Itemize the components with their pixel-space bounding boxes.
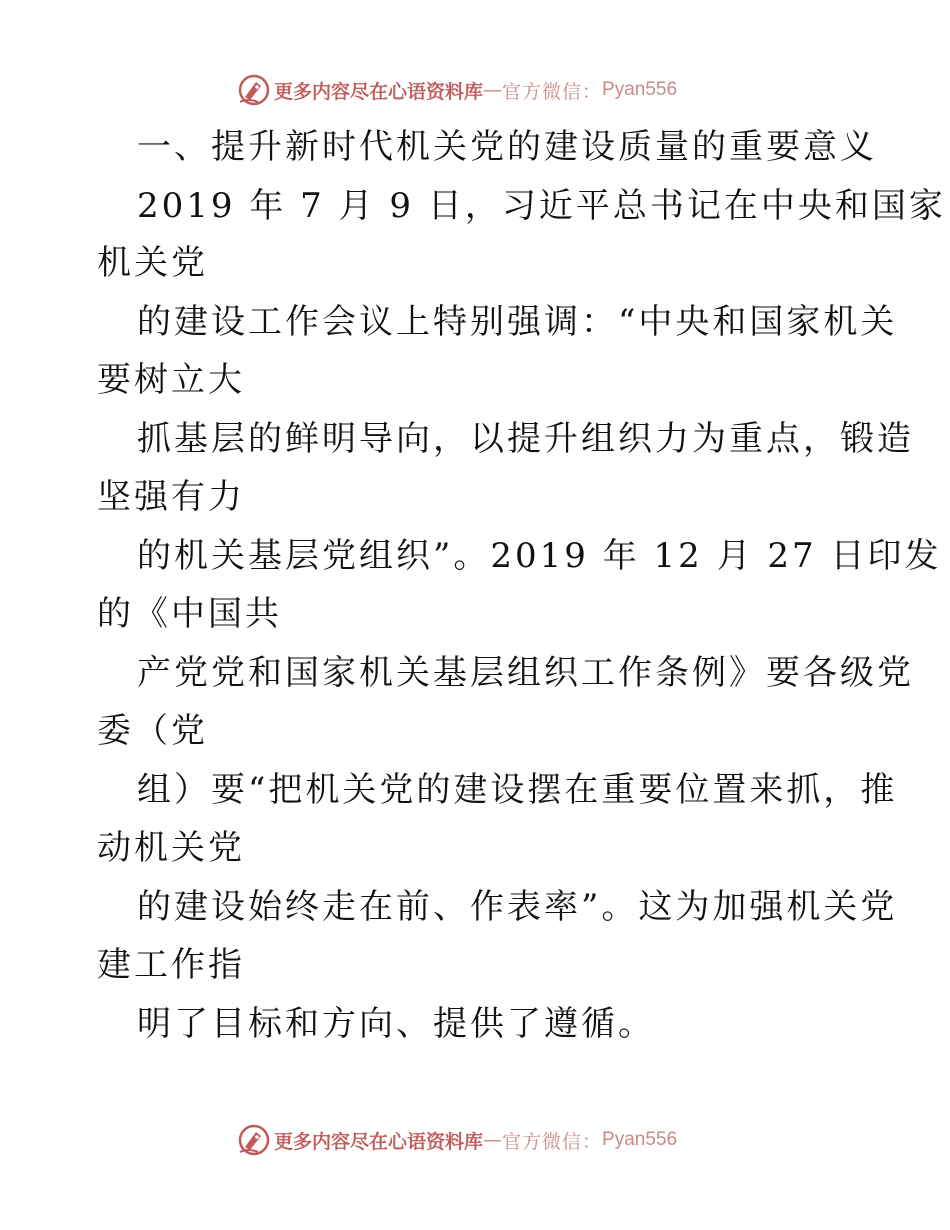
- text-line: 的建设始终走在前、作表率”。这为加强机关党: [137, 887, 898, 927]
- section-heading: 一、提升新时代机关党的建设质量的重要意义: [137, 127, 877, 167]
- text-line: 组）要“把机关党的建设摆在重要位置来抓，推: [137, 770, 898, 810]
- watermark-wechat-label: 官方微信：: [502, 1130, 603, 1153]
- text-line: 的《中国共: [97, 594, 282, 634]
- text-line: 要树立大: [97, 360, 245, 400]
- text-line: 坚强有力: [97, 477, 245, 517]
- text-line: 的建设工作会议上特别强调：“中央和国家机关: [137, 302, 898, 342]
- text-line: 2019 年 7 月 9 日，习近平总书记在中央和国家: [137, 186, 946, 226]
- text-line: 的机关基层党组织”。2019 年 12 月 27 日印发: [137, 536, 942, 576]
- watermark-main-text: 更多内容尽在心语资料库: [274, 1130, 484, 1153]
- text-line: 明了目标和方向、提供了遵循。: [137, 1004, 655, 1044]
- text-line: 机关党: [97, 243, 208, 283]
- text-line: 抓基层的鲜明导向，以提升组织力为重点，锻造: [137, 419, 914, 459]
- watermark-wechat-id: Pyan556: [602, 1129, 678, 1150]
- text-line: 建工作指: [97, 945, 245, 985]
- text-line: 动机关党: [97, 828, 245, 868]
- text-line: 委（党: [97, 711, 208, 751]
- watermark-banner-top: [236, 72, 677, 108]
- watermark-banner-bottom: [236, 1122, 677, 1158]
- watermark-dash: —: [483, 1129, 503, 1151]
- watermark-wechat-label: 官方微信：: [502, 80, 603, 103]
- text-line: 产党党和国家机关基层组织工作条例》要各级党: [137, 653, 914, 693]
- pen-nib-circle-icon: [236, 72, 272, 108]
- watermark-wechat-id: Pyan556: [602, 79, 678, 100]
- watermark-dash: —: [483, 79, 503, 101]
- watermark-main-text: 更多内容尽在心语资料库: [274, 80, 484, 103]
- pen-nib-circle-icon: [236, 1122, 272, 1158]
